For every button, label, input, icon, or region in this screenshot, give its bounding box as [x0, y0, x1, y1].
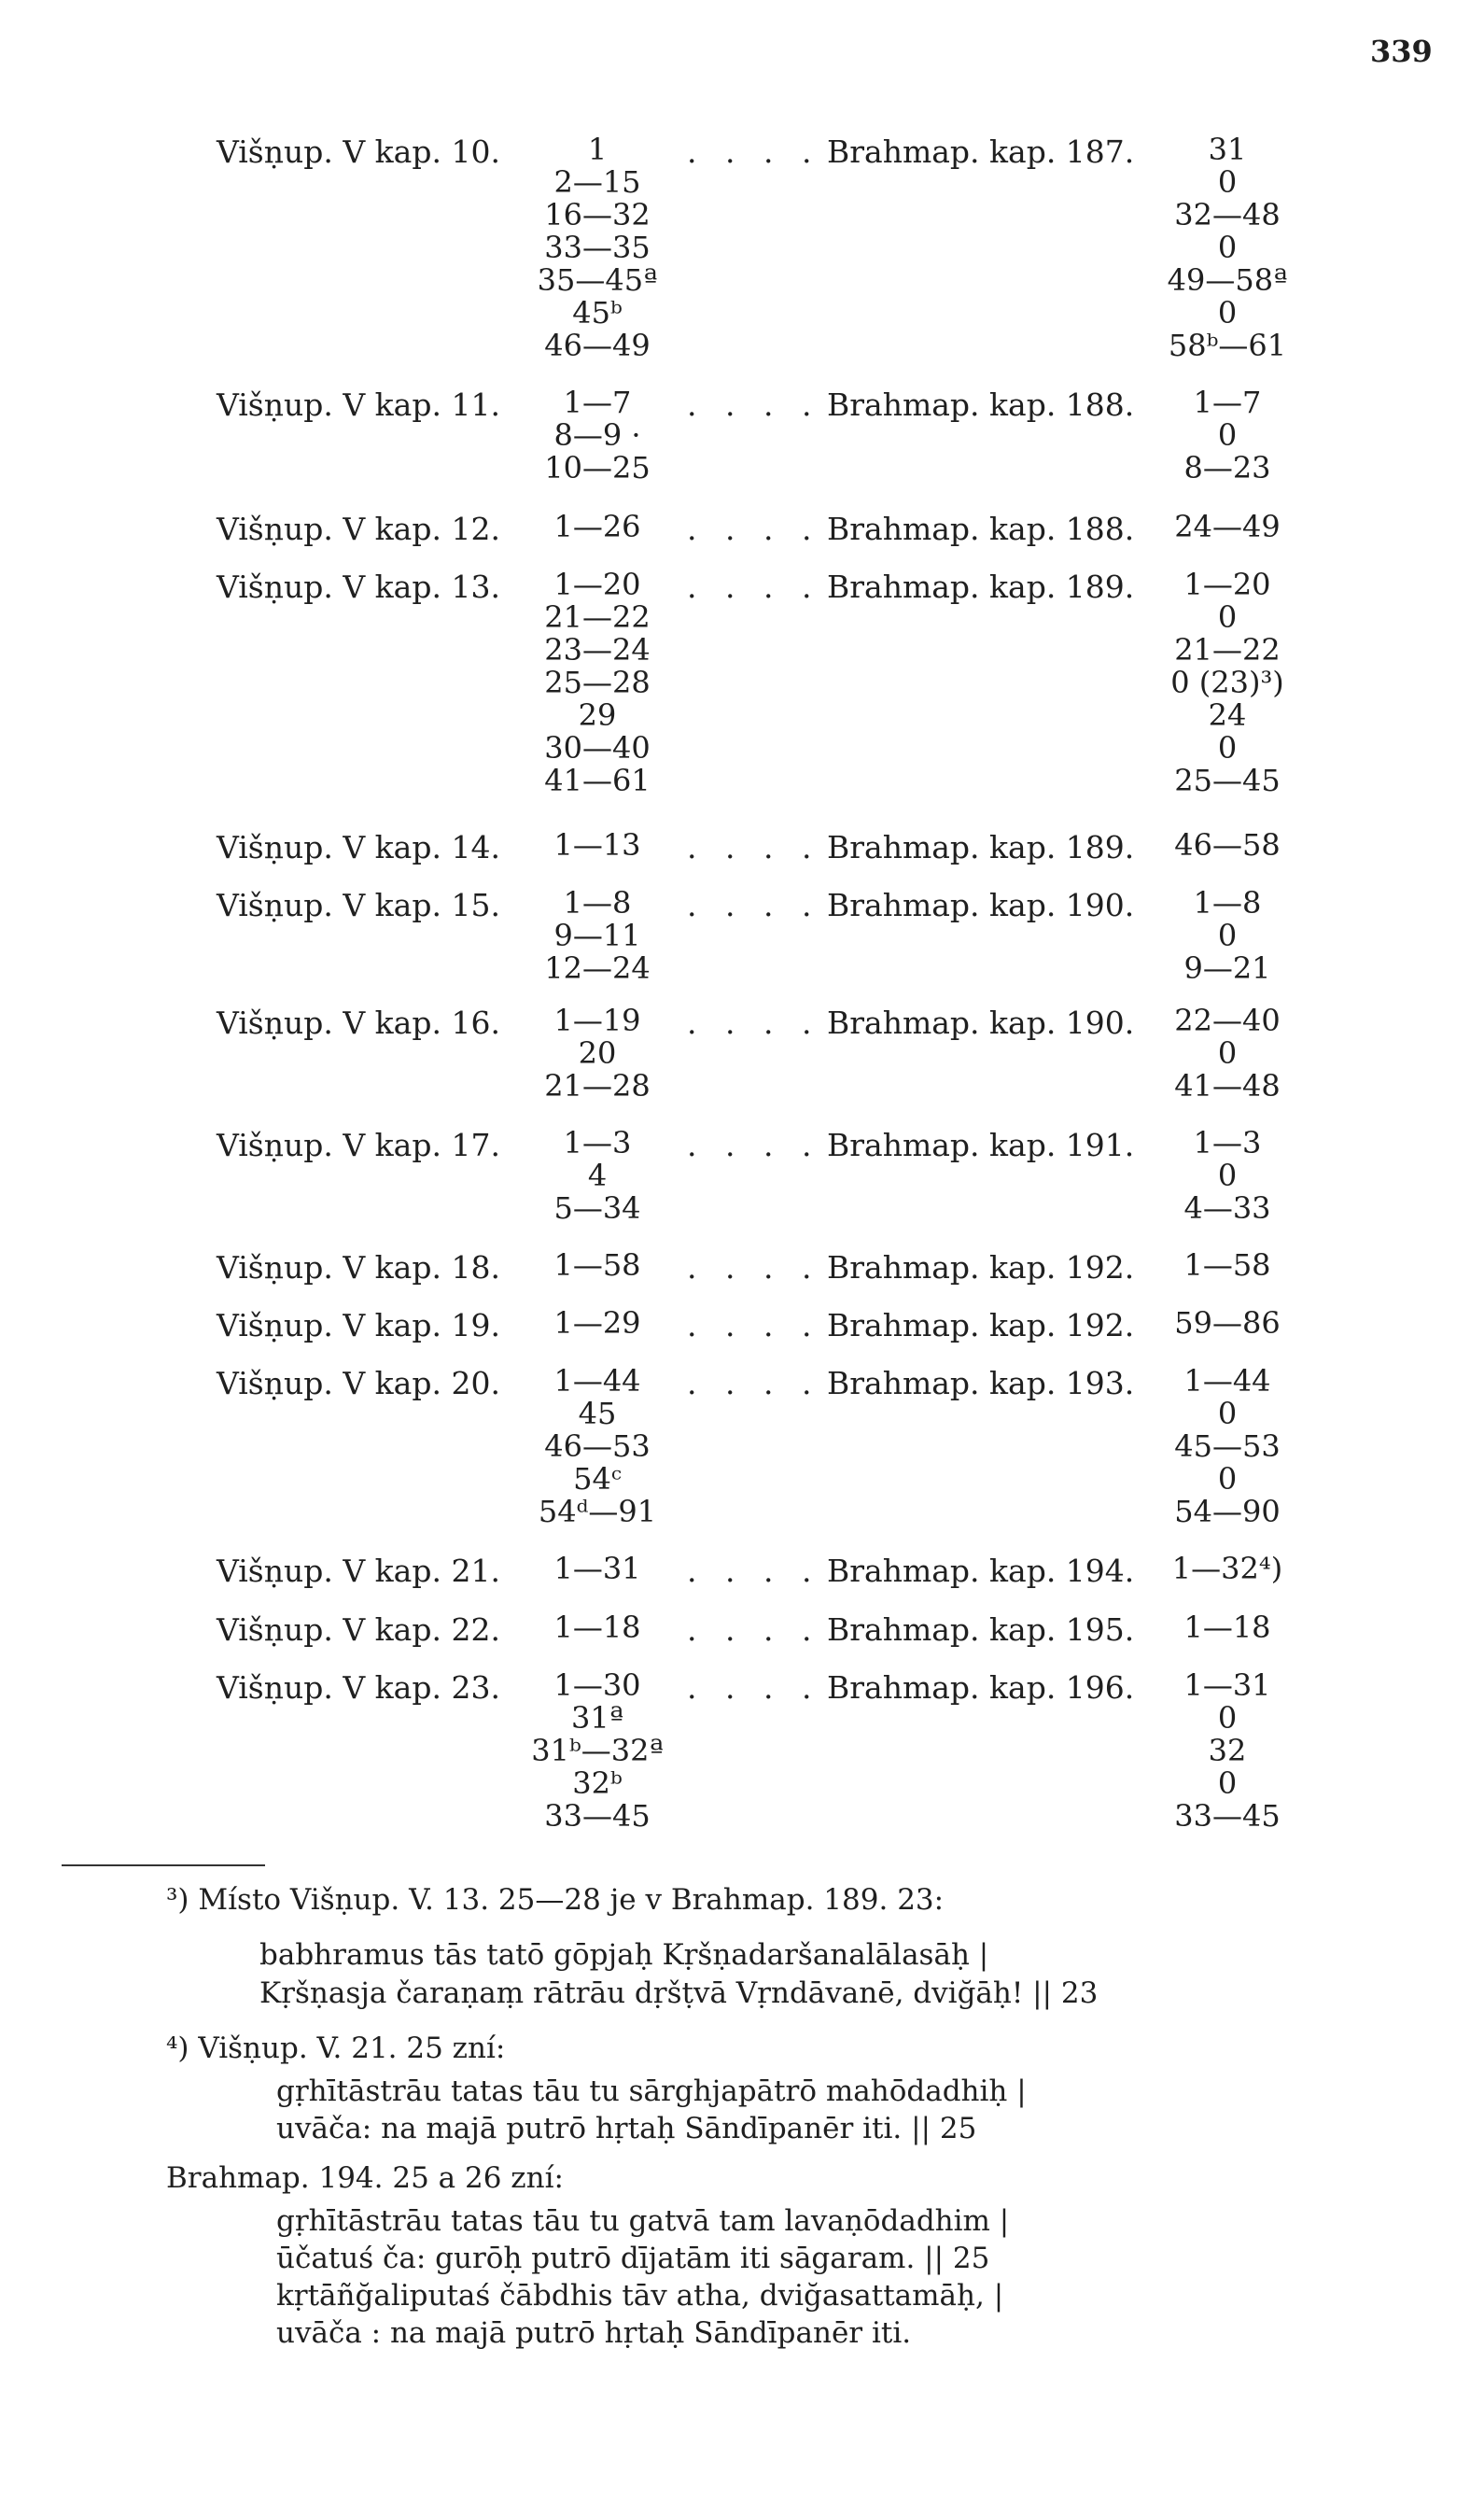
brahma-verse-range: 0: [1217, 1158, 1238, 1193]
vishnu-verse-range: 10—25: [544, 450, 651, 485]
footnote-3-text: Místo Višṇup. V. 13. 25—28 je v Brahmap. 189. 23:: [198, 1883, 945, 1917]
brahma-verse-range: 32: [1208, 1733, 1247, 1768]
brahma-verse-range: 1—8: [1193, 885, 1262, 921]
vishnu-verse-range: 12—24: [544, 950, 651, 986]
brahma-verse-range: 41—48: [1174, 1068, 1281, 1104]
brahma-verse-range: 0 (23)³): [1170, 665, 1284, 700]
vishnu-verse-range: 1—29: [553, 1305, 641, 1341]
brahma-verse-column: [1148, 887, 1307, 985]
vishnu-chapter-label: Višṇup. V kap. 17.: [217, 1127, 500, 1163]
brahma-verse-column: [1148, 511, 1307, 543]
brahma-verse-range: 45—53: [1174, 1428, 1281, 1464]
vishnu-verse-range: 46—49: [544, 328, 651, 363]
brahma-verse-range: 33—45: [1174, 1798, 1281, 1834]
brahma-chapter-label: Brahmap. kap. 190.: [827, 1005, 1135, 1041]
brahma-verse-range: 0: [1217, 164, 1238, 200]
page-number: 339: [1370, 34, 1433, 69]
brahma-verse-column: [1148, 1669, 1307, 1833]
brahma-verse-range: 32—48: [1174, 197, 1281, 232]
brahma-chapter-label: Brahmap. kap. 188.: [827, 387, 1135, 423]
brahma-verse-range: 1—58: [1183, 1247, 1271, 1283]
vishnu-chapter-label: Višṇup. V kap. 12.: [217, 511, 500, 547]
brahma-verse-range: 0: [1217, 918, 1238, 953]
brahma-verse-column: [1148, 387, 1307, 485]
vishnu-verse-range: 8—9 ·: [553, 417, 641, 453]
vishnu-verse-range: 1—19: [553, 1003, 641, 1038]
brahma-verse-column: [1148, 1127, 1307, 1225]
brahma-verse-column: [1148, 829, 1307, 862]
vishnu-verse-range: 2—15: [553, 164, 641, 200]
brahma-verse-range: 24—49: [1174, 509, 1281, 544]
brahma-verse-range: 58ᵇ—61: [1168, 328, 1287, 363]
brahma-verse-range: 59—86: [1174, 1305, 1281, 1341]
vishnu-verse-range: 33—45: [544, 1798, 651, 1834]
leader-dots: . . . .: [687, 1365, 821, 1401]
vishnu-verse-column: [523, 1307, 672, 1340]
vishnu-verse-range: 4: [587, 1158, 608, 1193]
vishnu-chapter-label: Višṇup. V kap. 16.: [217, 1005, 500, 1041]
brahma-verse-range: 0: [1217, 599, 1238, 635]
brahma-verse-range: 9—21: [1183, 950, 1271, 986]
vishnu-verse-column: [523, 1611, 672, 1644]
vishnu-verse-range: 1—44: [553, 1363, 641, 1399]
vishnu-verse-range: 20: [578, 1035, 617, 1071]
brahma-verse-range: 0: [1217, 1700, 1238, 1736]
brahmap-note-line-4: uvāča : na majā putrō hṛtaḥ Sāndīpanēr iti.: [276, 2316, 912, 2350]
brahma-verse-range: 0: [1217, 1396, 1238, 1431]
vishnu-chapter-label: Višṇup. V kap. 11.: [217, 387, 500, 423]
vishnu-verse-range: 9—11: [553, 918, 641, 953]
vishnu-verse-column: [523, 569, 672, 797]
vishnu-verse-range: 32ᵇ: [572, 1765, 623, 1801]
leader-dots: . . . .: [687, 1249, 821, 1286]
vishnu-chapter-label: Višṇup. V kap. 13.: [217, 569, 500, 605]
leader-dots: . . . .: [687, 1127, 821, 1163]
vishnu-verse-range: 1—3: [563, 1125, 632, 1160]
brahma-verse-range: 1—3: [1193, 1125, 1262, 1160]
brahma-verse-range: 1—32⁴): [1171, 1551, 1283, 1586]
vishnu-verse-column: [523, 1249, 672, 1282]
vishnu-chapter-label: Višṇup. V kap. 14.: [217, 829, 500, 865]
vishnu-verse-range: 25—28: [544, 665, 651, 700]
vishnu-verse-range: 21—22: [544, 599, 651, 635]
vishnu-verse-range: 41—61: [544, 763, 651, 798]
vishnu-verse-range: 33—35: [544, 230, 651, 265]
vishnu-chapter-label: Višṇup. V kap. 19.: [217, 1307, 500, 1343]
brahma-chapter-label: Brahmap. kap. 188.: [827, 511, 1135, 547]
brahma-verse-range: 1—31: [1183, 1667, 1271, 1703]
vishnu-verse-column: [523, 1365, 672, 1528]
vishnu-verse-range: 54ᶜ: [573, 1461, 622, 1497]
brahma-verse-range: 1—18: [1183, 1610, 1271, 1645]
brahma-chapter-label: Brahmap. kap. 196.: [827, 1669, 1135, 1706]
leader-dots: . . . .: [687, 887, 821, 923]
vishnu-verse-range: 31ª: [571, 1700, 623, 1736]
leader-dots: . . . .: [687, 829, 821, 865]
footnote-4-marker: ⁴): [166, 2032, 189, 2065]
brahmap-note-heading: Brahmap. 194. 25 a 26 zní:: [166, 2161, 564, 2195]
brahma-verse-column: [1148, 1553, 1307, 1585]
vishnu-verse-range: 1—7: [563, 385, 632, 420]
brahmap-note-line-2: ūčatuś ča: gurōḥ putrō dījatām iti sāgaram. || 25: [276, 2242, 990, 2275]
brahma-chapter-label: Brahmap. kap. 189.: [827, 569, 1135, 605]
brahma-verse-range: 31: [1208, 132, 1247, 167]
brahma-verse-range: 46—58: [1174, 827, 1281, 863]
leader-dots: . . . .: [687, 1005, 821, 1041]
brahma-chapter-label: Brahmap. kap. 193.: [827, 1365, 1135, 1401]
vishnu-chapter-label: Višṇup. V kap. 15.: [217, 887, 500, 923]
brahma-verse-range: 4—33: [1183, 1190, 1271, 1226]
vishnu-verse-column: [523, 1669, 672, 1833]
brahma-verse-range: 25—45: [1174, 763, 1281, 798]
vishnu-verse-range: 5—34: [553, 1190, 641, 1226]
brahma-verse-range: 54—90: [1174, 1494, 1281, 1529]
brahma-verse-range: 21—22: [1174, 632, 1281, 668]
brahma-verse-column: [1148, 134, 1307, 362]
vishnu-verse-column: [523, 134, 672, 362]
brahma-chapter-label: Brahmap. kap. 191.: [827, 1127, 1135, 1163]
footnote-3-line-1: babhramus tās tatō gōpjaḥ Kṛšṇadaršanalālasāḥ |: [259, 1938, 989, 1972]
brahma-chapter-label: Brahmap. kap. 192.: [827, 1307, 1135, 1343]
vishnu-verse-column: [523, 387, 672, 485]
brahma-verse-range: 0: [1217, 295, 1238, 330]
leader-dots: . . . .: [687, 569, 821, 605]
brahma-verse-range: 1—7: [1193, 385, 1262, 420]
vishnu-verse-column: [523, 511, 672, 543]
vishnu-chapter-label: Višṇup. V kap. 18.: [217, 1249, 500, 1286]
vishnu-verse-range: 31ᵇ—32ª: [531, 1733, 664, 1768]
vishnu-verse-range: 1—18: [553, 1610, 641, 1645]
brahma-chapter-label: Brahmap. kap. 187.: [827, 134, 1135, 170]
brahma-verse-range: 24: [1208, 697, 1247, 733]
brahma-chapter-label: Brahmap. kap. 190.: [827, 887, 1135, 923]
vishnu-chapter-label: Višṇup. V kap. 20.: [217, 1365, 500, 1401]
brahma-verse-column: [1148, 1307, 1307, 1340]
vishnu-verse-range: 46—53: [544, 1428, 651, 1464]
brahma-verse-column: [1148, 1611, 1307, 1644]
brahma-chapter-label: Brahmap. kap. 195.: [827, 1611, 1135, 1648]
vishnu-verse-range: 1—8: [563, 885, 632, 921]
vishnu-chapter-label: Višṇup. V kap. 21.: [217, 1553, 500, 1589]
brahma-verse-range: 22—40: [1174, 1003, 1281, 1038]
vishnu-verse-range: 30—40: [544, 730, 651, 766]
vishnu-verse-column: [523, 1553, 672, 1585]
vishnu-verse-range: 1—13: [553, 827, 641, 863]
vishnu-verse-range: 45: [578, 1396, 617, 1431]
brahma-verse-range: 0: [1217, 730, 1238, 766]
vishnu-verse-column: [523, 829, 672, 862]
vishnu-verse-range: 1—20: [553, 567, 641, 602]
vishnu-verse-range: 1: [587, 132, 608, 167]
brahma-verse-range: 0: [1217, 1461, 1238, 1497]
leader-dots: . . . .: [687, 1611, 821, 1648]
brahma-verse-column: [1148, 1249, 1307, 1282]
brahma-verse-column: [1148, 1005, 1307, 1103]
vishnu-verse-range: 1—31: [553, 1551, 641, 1586]
vishnu-verse-column: [523, 887, 672, 985]
leader-dots: . . . .: [687, 134, 821, 170]
leader-dots: . . . .: [687, 387, 821, 423]
vishnu-verse-range: 21—28: [544, 1068, 651, 1104]
vishnu-verse-range: 1—26: [553, 509, 641, 544]
brahma-chapter-label: Brahmap. kap. 189.: [827, 829, 1135, 865]
brahma-verse-range: 0: [1217, 230, 1238, 265]
leader-dots: . . . .: [687, 1553, 821, 1589]
brahmap-note-line-3: kṛtāñğaliputaś čābdhis tāv atha, dviğasattamāḥ, |: [276, 2279, 1004, 2313]
vishnu-chapter-label: Višṇup. V kap. 23.: [217, 1669, 500, 1706]
brahmap-note-line-1: gṛhītāstrāu tatas tāu tu gatvā tam lavaṇōdadhim |: [276, 2204, 1010, 2238]
brahma-verse-range: 1—44: [1183, 1363, 1271, 1399]
vishnu-verse-range: 29: [578, 697, 617, 733]
footnote-3-heading: [166, 1883, 944, 1917]
vishnu-verse-range: 54ᵈ—91: [538, 1494, 657, 1529]
footnote-3-marker: ³): [166, 1883, 189, 1917]
vishnu-chapter-label: Višṇup. V kap. 10.: [217, 134, 500, 170]
brahma-verse-range: 1—20: [1183, 567, 1271, 602]
vishnu-chapter-label: Višṇup. V kap. 22.: [217, 1611, 500, 1648]
brahma-chapter-label: Brahmap. kap. 194.: [827, 1553, 1135, 1589]
brahma-verse-range: 0: [1217, 1765, 1238, 1801]
leader-dots: . . . .: [687, 511, 821, 547]
leader-dots: . . . .: [687, 1307, 821, 1343]
vishnu-verse-column: [523, 1127, 672, 1225]
footnote-divider: [62, 1864, 265, 1866]
footnote-4-line-2: uvāča: na majā putrō hṛtaḥ Sāndīpanēr iti. || 25: [276, 2112, 977, 2145]
brahma-verse-column: [1148, 569, 1307, 797]
vishnu-verse-range: 1—30: [553, 1667, 641, 1703]
vishnu-verse-range: 35—45ª: [537, 262, 658, 298]
brahma-chapter-label: Brahmap. kap. 192.: [827, 1249, 1135, 1286]
footnote-4-text: Višṇup. V. 21. 25 zní:: [198, 2032, 506, 2065]
brahma-verse-range: 0: [1217, 417, 1238, 453]
brahma-verse-range: 49—58ª: [1167, 262, 1288, 298]
vishnu-verse-range: 23—24: [544, 632, 651, 668]
vishnu-verse-range: 45ᵇ: [572, 295, 623, 330]
brahma-verse-range: 0: [1217, 1035, 1238, 1071]
footnote-3-line-2: Kṛšṇasja čaraṇaṃ rātrāu dṛšṭvā Vṛndāvanē, dviğāḥ! || 23: [259, 1976, 1099, 2010]
vishnu-verse-range: 1—58: [553, 1247, 641, 1283]
vishnu-verse-range: 16—32: [544, 197, 651, 232]
brahma-verse-column: [1148, 1365, 1307, 1528]
footnote-4-heading: [166, 2032, 505, 2065]
vishnu-verse-column: [523, 1005, 672, 1103]
leader-dots: . . . .: [687, 1669, 821, 1706]
footnote-4-line-1: gṛhītāstrāu tatas tāu tu sārghjapātrō mahōdadhiḥ |: [276, 2074, 1027, 2108]
brahma-verse-range: 8—23: [1183, 450, 1271, 485]
